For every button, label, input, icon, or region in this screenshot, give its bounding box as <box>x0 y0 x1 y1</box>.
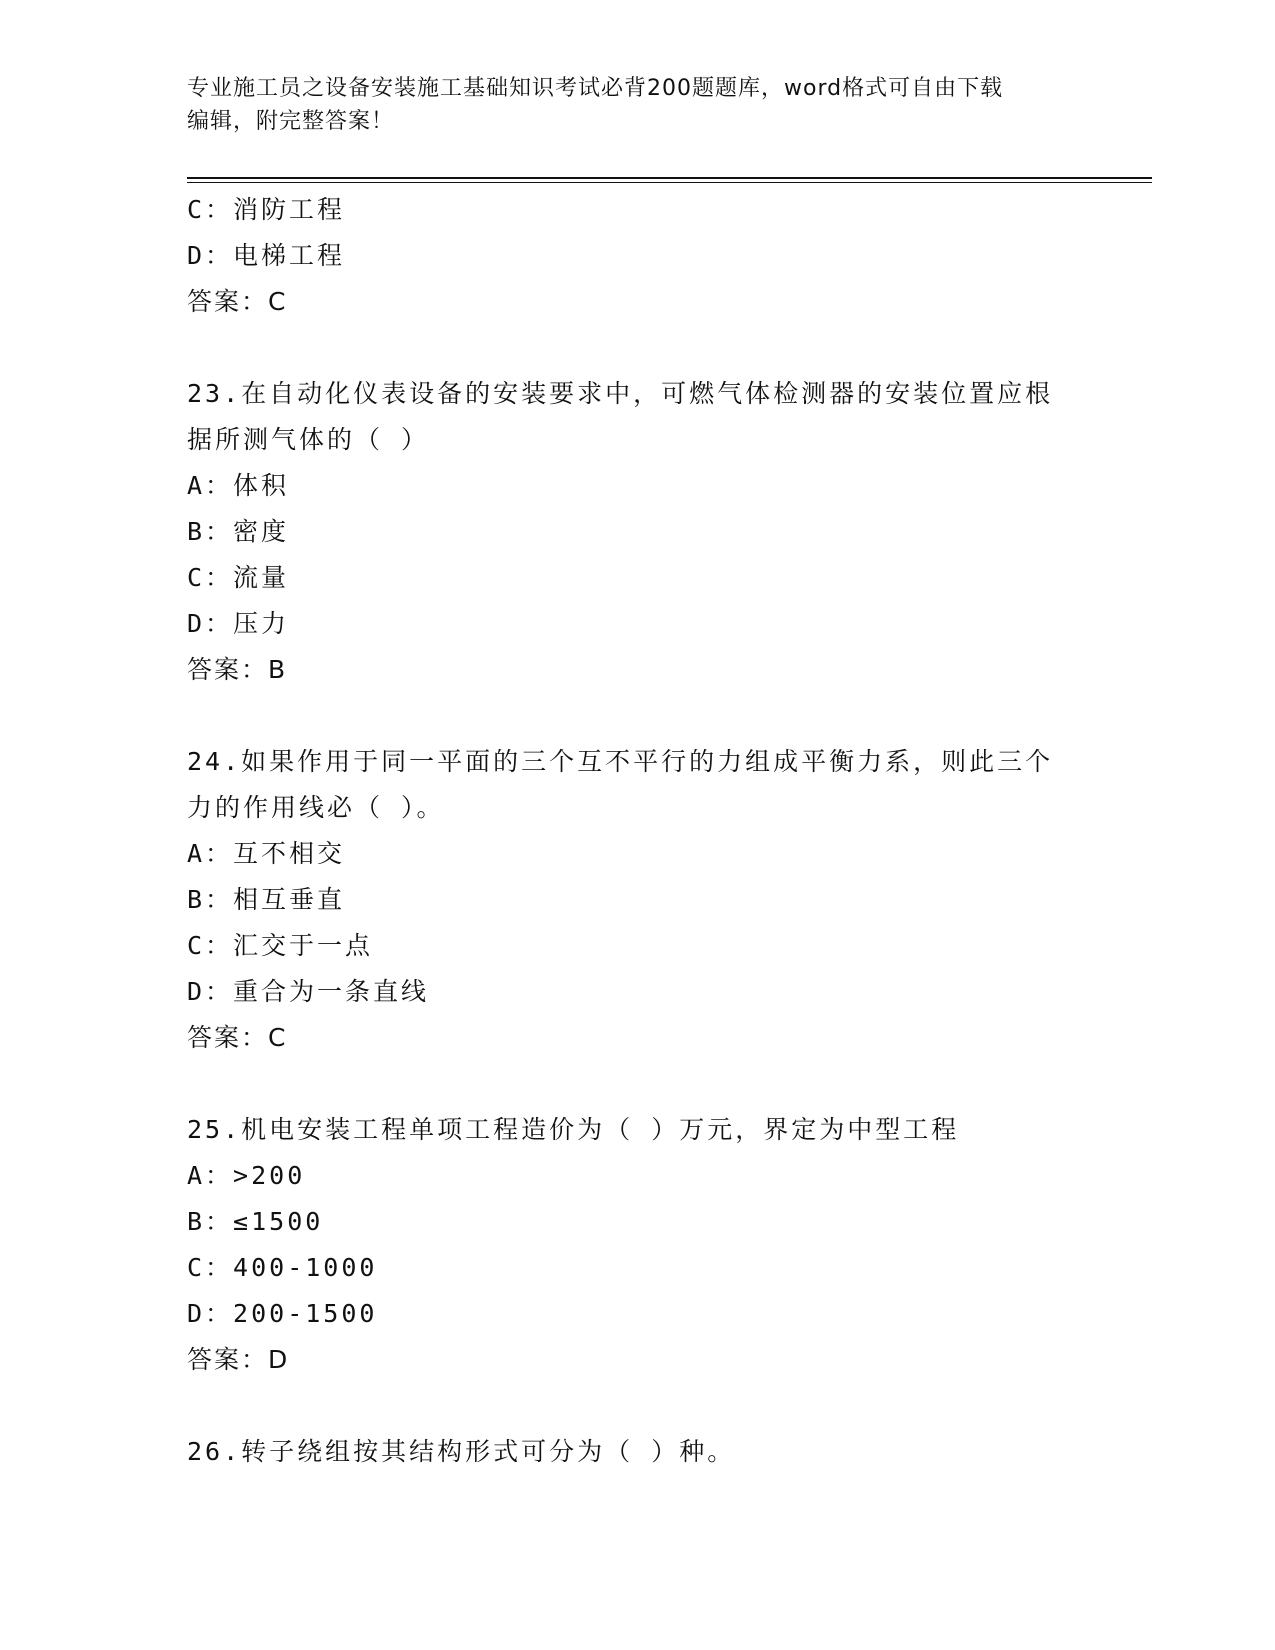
question-24 <box>187 739 1087 1061</box>
spacer <box>187 693 1087 739</box>
option-d: D：200-1500 <box>187 1299 378 1328</box>
spacer <box>187 1383 1087 1429</box>
option-a: A：互不相交 <box>187 839 346 868</box>
question-23 <box>187 371 1087 693</box>
spacer <box>187 325 1087 371</box>
header-title-line-1: 专业施工员之设备安装施工基础知识考试必背200题题库，word格式可自由下载 <box>187 76 1004 101</box>
question-stem-continued: 据所测气体的（ ） <box>187 425 430 454</box>
answer-label: 答案：C <box>187 287 288 316</box>
option-a: A：>200 <box>187 1161 306 1190</box>
option-c: C：流量 <box>187 563 290 592</box>
option-b: B：密度 <box>187 517 290 546</box>
answer-label: 答案：C <box>187 1023 288 1052</box>
option-c: C：消防工程 <box>187 195 346 224</box>
document-header <box>187 72 1067 138</box>
question-list <box>187 187 1087 1475</box>
option-b: B：≤1500 <box>187 1207 324 1236</box>
question-25 <box>187 1107 1087 1383</box>
answer-label: 答案：B <box>187 655 288 684</box>
spacer <box>187 1061 1087 1107</box>
question-stem: 24.如果作用于同一平面的三个互不平行的力组成平衡力系，则此三个 <box>187 747 1054 776</box>
option-c: C：400-1000 <box>187 1253 378 1282</box>
option-d: D：电梯工程 <box>187 241 346 270</box>
header-divider-thin <box>187 182 1152 183</box>
option-d: D：重合为一条直线 <box>187 977 430 1006</box>
header-divider-thick <box>187 177 1152 179</box>
answer-label: 答案：D <box>187 1345 290 1374</box>
question-stem: 26.转子绕组按其结构形式可分为（ ）种。 <box>187 1437 736 1466</box>
question-22-continued <box>187 187 1087 325</box>
question-stem-continued: 力的作用线必（ ）。 <box>187 793 445 822</box>
question-stem: 25.机电安装工程单项工程造价为（ ）万元，界定为中型工程 <box>187 1115 960 1144</box>
question-stem: 23.在自动化仪表设备的安装要求中，可燃气体检测器的安装位置应根 <box>187 379 1054 408</box>
option-a: A：体积 <box>187 471 290 500</box>
header-title-line-2: 编辑，附完整答案！ <box>187 109 395 134</box>
question-26 <box>187 1429 1087 1475</box>
option-d: D：压力 <box>187 609 290 638</box>
option-c: C：汇交于一点 <box>187 931 374 960</box>
option-b: B：相互垂直 <box>187 885 346 914</box>
